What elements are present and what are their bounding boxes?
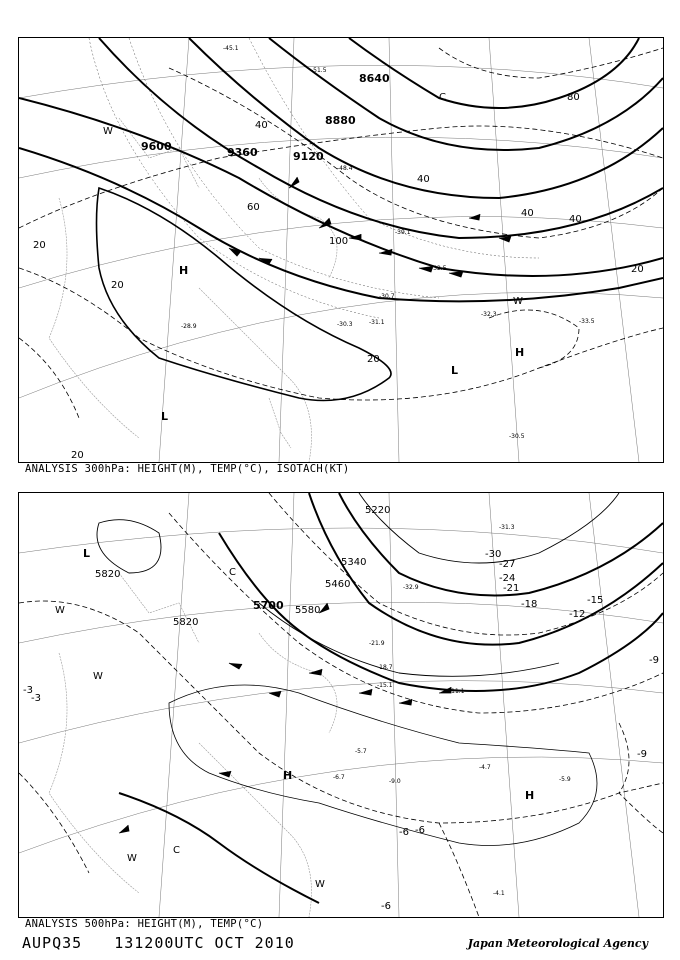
temp-obs: -32.9 [403,584,419,591]
warm-marker: W [103,126,113,137]
height-label: 8880 [325,114,356,127]
isotach-label: 40 [569,214,582,225]
temp-obs: -5.7 [355,748,367,755]
temp-label: -15 [587,595,604,606]
cold-marker: C [439,92,446,103]
height-label: 5700 [253,599,284,612]
temp-obs: -4.7 [479,764,491,771]
isotach-label: 20 [367,354,380,365]
isotach-label: 40 [521,208,534,219]
chart-caption-300hpa: ANALYSIS 300hPa: HEIGHT(M), TEMP(°C), ISOTACH(KT) [25,463,350,475]
warm-marker: W [127,853,137,864]
height-contours [119,493,663,903]
temp-label: -6 [415,825,425,836]
warm-marker: W [55,605,65,616]
temp-obs: -28.9 [181,323,197,330]
temp-obs: -4.1 [493,890,505,897]
temp-label: -3 [31,693,41,704]
height-label: 8640 [359,72,390,85]
wind-barbs [229,177,511,277]
high-pressure-marker: H [283,769,293,782]
temp-obs: -30.7 [379,293,395,300]
map-500hpa [19,493,663,917]
agency-credit: Japan Meteorological Agency [467,937,648,950]
temp-obs: -15.1 [377,682,393,689]
temp-obs: -21.9 [369,640,385,647]
valid-time: 131200UTC OCT 2010 [114,934,295,952]
isotach-label: 40 [255,120,268,131]
cold-marker: C [173,845,180,856]
temp-obs: -6.7 [333,774,345,781]
temp-label: -9 [637,749,647,760]
temp-label: -6 [399,827,409,838]
isotach-20-contour [97,188,392,401]
temp-obs: -18.7 [377,664,393,671]
height-label: 5580 [295,605,321,616]
height-label: 5820 [173,617,199,628]
temp-obs: -11.1 [449,688,465,695]
height-label: 5820 [95,569,121,580]
high-pressure-marker: H [525,789,535,802]
isotach-label: 20 [631,264,644,275]
isotach-label: 40 [417,174,430,185]
isotach-label: 80 [567,92,580,103]
temp-label: -18 [521,599,538,610]
height-label: 5340 [341,557,367,568]
high-pressure-marker: H [515,346,525,359]
warm-marker: W [513,296,523,307]
chart-500hpa [18,492,664,918]
warm-marker: W [93,671,103,682]
temp-obs: -30.3 [337,321,353,328]
low-pressure-marker: L [161,410,169,423]
temp-obs: -32.5 [431,265,447,272]
isotherms [89,38,539,318]
temp-obs: -39.1 [395,229,411,236]
temp-label: -27 [499,559,516,570]
temp-label: -9 [649,655,659,666]
height-label: 9600 [141,140,172,153]
chart-code: AUPQ35 [22,934,83,952]
isotach-label: 20 [33,240,46,251]
chart-caption-500hpa: ANALYSIS 500hPa: HEIGHT(M), TEMP(°C) [25,918,264,930]
isotach-label: 60 [247,202,260,213]
chart-300hpa [18,37,664,463]
temp-obs: -31.1 [369,319,385,326]
cold-marker: C [229,567,236,578]
temp-obs: -30.5 [509,433,525,440]
warm-marker: W [315,879,325,890]
temp-obs: -5.9 [559,776,571,783]
map-300hpa [19,38,663,462]
wind-barbs [119,603,451,833]
temp-obs: -32.3 [481,311,497,318]
isotach-label: 100 [329,236,349,247]
height-label: 9360 [227,146,258,159]
temp-label: -21 [503,583,520,594]
temp-obs: -48.4 [337,165,353,172]
temp-label: -3 [23,685,33,696]
low-pressure-marker: L [451,364,459,377]
height-label: 5460 [325,579,351,590]
temp-obs: -51.5 [311,67,327,74]
temp-label: -12 [569,609,586,620]
isotach-label: 20 [71,450,84,461]
temp-label: -6 [381,901,391,912]
temp-obs: -9.0 [389,778,401,785]
height-label: 9120 [293,150,324,163]
temp-obs: -31.3 [499,524,515,531]
temp-label: -24 [499,573,516,584]
low-pressure-marker: L [83,547,91,560]
coastline [49,118,337,462]
height-label: 5220 [365,505,391,516]
temp-label: -30 [485,549,502,560]
temp-obs: -45.1 [223,45,239,52]
temp-obs: -33.5 [579,318,595,325]
isotach-label: 20 [111,280,124,291]
high-pressure-marker: H [179,264,189,277]
chart-header-line [22,934,317,952]
